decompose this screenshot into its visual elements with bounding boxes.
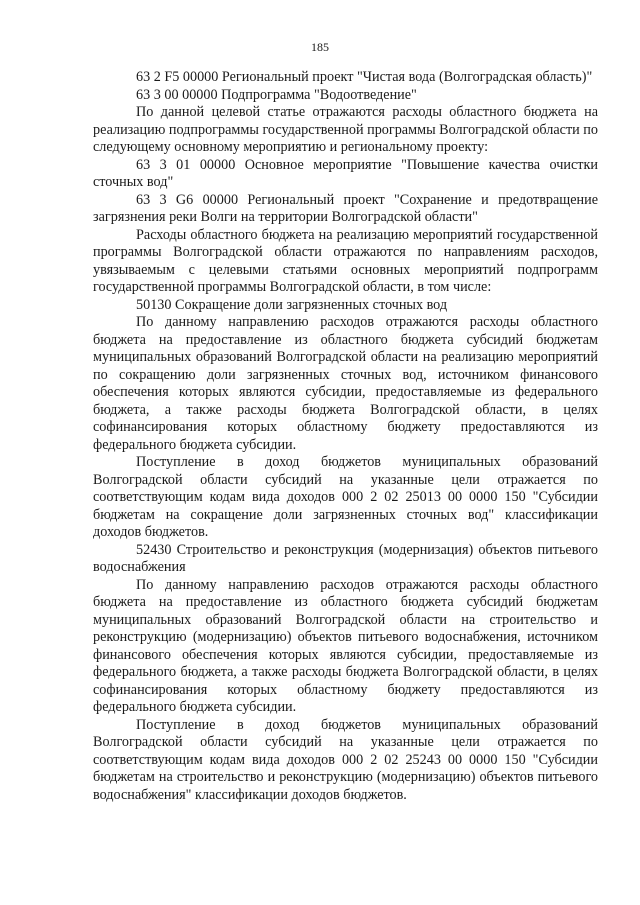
paragraph-subprogram-drainage: 63 3 00 00000 Подпрограмма "Водоотведение"	[136, 86, 417, 103]
paragraph-52430-description: По данному направлению расходов отражаются расходы областного бюджета на предоставление из областного бюджета субсидий бюджетам муниципальных образований Волгоградской области на строительство и реконструкцию (модернизацию) объектов питьевого водоснабжения, источником финансового обеспечения которых являются субсидии, предоставляемые из федерального бюджета, а также расходы бюджета Волгоградской области, в целях софинансирования которых областному бюджету предоставляются из федерального бюджета субсидии.	[93, 576, 598, 715]
paragraph-regional-project-volga: 63 3 G6 00000 Региональный проект "Сохранение и предотвращение загрязнения реки Волги на территории Волгоградской области"	[93, 191, 598, 225]
document-body	[93, 69, 598, 804]
page-number: 185	[311, 40, 329, 54]
paragraph-target-article-description: По данной целевой статье отражаются расходы областного бюджета на реализацию подпрограммы государственной программы Волгоградской области по следующему основному мероприятию и региональному проекту:	[93, 104, 598, 155]
paragraph-52430-income: Поступление в доход бюджетов муниципальных образований Волгоградской области субсидий на указанные цели отражается по соответствующим кодам вида доходов 000 2 02 25243 00 0000 150 "Субсидии бюджетам на строительство и реконструкцию (модернизацию) объектов питьевого водоснабжения" классификации доходов бюджетов.	[93, 716, 598, 803]
paragraph-regional-project-clean-water: 63 2 F5 00000 Региональный проект "Чистая вода (Волгоградская область)"	[136, 69, 593, 85]
paragraph-code-50130: 50130 Сокращение доли загрязненных сточных вод	[136, 296, 448, 313]
paragraph-expenses-overview: Расходы областного бюджета на реализацию мероприятий государственной программы Волгоградской области отражаются по направлениям расходов, увязываемым с целевыми статьями основных мероприятий подпрограмм государственной программы Волгоградской области, в том числе:	[93, 226, 598, 295]
paragraph-50130-income: Поступление в доход бюджетов муниципальных образований Волгоградской области субсидий на указанные цели отражается по соответствующим кодам вида доходов 000 2 02 25013 00 0000 150 "Субсидии бюджетам на сокращение доли загрязненных сточных вод" классификации доходов бюджетов.	[93, 454, 598, 540]
paragraph-50130-description: По данному направлению расходов отражаются расходы областного бюджета на предоставление из областного бюджета субсидий бюджетам муниципальных образований Волгоградской области на реализацию мероприятий по сокращению доли загрязненных сточных вод, источником финансового обеспечения которых являются субсидии, предоставляемые из федерального бюджета, а также расходы бюджета Волгоградской области, в целях софинансирования которых областному бюджету предоставляются из федерального бюджета субсидии.	[93, 314, 598, 453]
paragraph-code-52430: 52430 Строительство и реконструкция (модернизация) объектов питьевого водоснабжения	[93, 541, 598, 575]
paragraph-main-event-wastewater: 63 3 01 00000 Основное мероприятие "Повышение качества очистки сточных вод"	[93, 156, 598, 190]
